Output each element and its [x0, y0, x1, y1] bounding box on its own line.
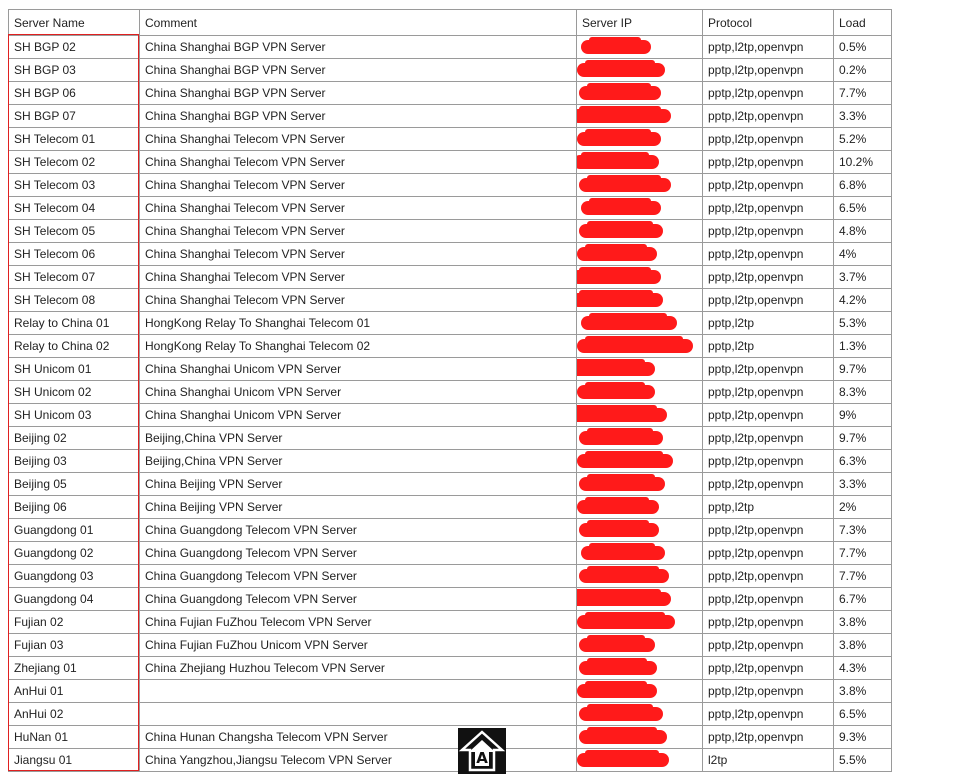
server-ip-cell — [577, 36, 703, 59]
protocol-cell: l2tp — [703, 749, 834, 772]
comment-cell: China Shanghai Unicom VPN Server — [140, 358, 577, 381]
comment-cell: HongKong Relay To Shanghai Telecom 01 — [140, 312, 577, 335]
ip-redaction-mark — [579, 661, 657, 675]
server-ip-cell — [577, 358, 703, 381]
server-name-cell: SH Telecom 02 — [9, 151, 140, 174]
load-cell: 1.3% — [834, 335, 892, 358]
comment-cell: China Shanghai Telecom VPN Server — [140, 128, 577, 151]
server-ip-cell — [577, 542, 703, 565]
comment-cell: China Shanghai BGP VPN Server — [140, 105, 577, 128]
server-name-cell: Relay to China 01 — [9, 312, 140, 335]
protocol-cell: pptp,l2tp,openvpn — [703, 197, 834, 220]
table-row — [9, 335, 892, 358]
ip-redaction-mark — [577, 270, 662, 284]
server-name-cell: SH Unicom 03 — [9, 404, 140, 427]
server-name-cell: SH BGP 02 — [9, 36, 140, 59]
server-name-cell: Fujian 03 — [9, 634, 140, 657]
comment-cell: HongKong Relay To Shanghai Telecom 02 — [140, 335, 577, 358]
table-row — [9, 197, 892, 220]
protocol-cell: pptp,l2tp,openvpn — [703, 473, 834, 496]
server-ip-cell — [577, 749, 703, 772]
load-cell: 6.7% — [834, 588, 892, 611]
protocol-cell: pptp,l2tp,openvpn — [703, 174, 834, 197]
table-row — [9, 404, 892, 427]
watermark-letter: A — [476, 749, 488, 767]
protocol-cell: pptp,l2tp,openvpn — [703, 404, 834, 427]
server-name-cell: Beijing 02 — [9, 427, 140, 450]
server-ip-cell — [577, 197, 703, 220]
comment-cell: China Beijing VPN Server — [140, 496, 577, 519]
server-name-cell: SH Telecom 03 — [9, 174, 140, 197]
ip-redaction-mark — [577, 247, 657, 261]
server-ip-cell — [577, 128, 703, 151]
protocol-cell: pptp,l2tp,openvpn — [703, 128, 834, 151]
table-row — [9, 151, 892, 174]
ip-redaction-mark — [579, 224, 663, 238]
table-row — [9, 59, 892, 82]
comment-cell: China Guangdong Telecom VPN Server — [140, 565, 577, 588]
table-row — [9, 473, 892, 496]
load-cell: 4.8% — [834, 220, 892, 243]
server-ip-cell — [577, 726, 703, 749]
table-row — [9, 36, 892, 59]
comment-cell: China Shanghai Telecom VPN Server — [140, 220, 577, 243]
server-ip-cell — [577, 243, 703, 266]
protocol-cell: pptp,l2tp,openvpn — [703, 266, 834, 289]
comment-cell: China Shanghai Telecom VPN Server — [140, 197, 577, 220]
table-row — [9, 312, 892, 335]
server-name-cell: Fujian 02 — [9, 611, 140, 634]
server-name-cell: Jiangsu 01 — [9, 749, 140, 772]
comment-cell: China Shanghai BGP VPN Server — [140, 82, 577, 105]
header-load: Load — [834, 10, 892, 36]
server-ip-cell — [577, 519, 703, 542]
protocol-cell: pptp,l2tp,openvpn — [703, 151, 834, 174]
server-ip-cell — [577, 496, 703, 519]
load-cell: 2% — [834, 496, 892, 519]
table-row — [9, 220, 892, 243]
ip-redaction-mark — [577, 293, 664, 307]
server-name-cell: SH Telecom 01 — [9, 128, 140, 151]
load-cell: 3.3% — [834, 473, 892, 496]
ip-redaction-mark — [577, 454, 673, 468]
table-row — [9, 611, 892, 634]
protocol-cell: pptp,l2tp,openvpn — [703, 289, 834, 312]
load-cell: 3.8% — [834, 680, 892, 703]
table-row — [9, 450, 892, 473]
load-cell: 6.5% — [834, 703, 892, 726]
ip-redaction-mark — [581, 316, 677, 330]
load-cell: 5.5% — [834, 749, 892, 772]
comment-cell: China Shanghai BGP VPN Server — [140, 59, 577, 82]
ip-redaction-mark — [579, 707, 663, 721]
table-row — [9, 427, 892, 450]
comment-cell: China Shanghai BGP VPN Server — [140, 36, 577, 59]
protocol-cell: pptp,l2tp,openvpn — [703, 657, 834, 680]
protocol-cell: pptp,l2tp — [703, 496, 834, 519]
protocol-cell: pptp,l2tp,openvpn — [703, 542, 834, 565]
server-name-cell: SH BGP 07 — [9, 105, 140, 128]
server-ip-cell — [577, 82, 703, 105]
server-name-cell: AnHui 02 — [9, 703, 140, 726]
table-row — [9, 243, 892, 266]
server-ip-cell — [577, 680, 703, 703]
comment-cell: China Shanghai Unicom VPN Server — [140, 381, 577, 404]
load-cell: 3.8% — [834, 634, 892, 657]
load-cell: 4.2% — [834, 289, 892, 312]
table-row — [9, 542, 892, 565]
load-cell: 6.8% — [834, 174, 892, 197]
header-server-ip: Server IP — [577, 10, 703, 36]
server-ip-cell — [577, 312, 703, 335]
server-ip-cell — [577, 450, 703, 473]
server-ip-cell — [577, 588, 703, 611]
protocol-cell: pptp,l2tp,openvpn — [703, 703, 834, 726]
server-name-cell: SH Telecom 05 — [9, 220, 140, 243]
ip-redaction-mark — [577, 109, 672, 123]
ip-redaction-mark — [579, 730, 667, 744]
load-cell: 3.8% — [834, 611, 892, 634]
table-row — [9, 266, 892, 289]
load-cell: 9.7% — [834, 427, 892, 450]
server-name-cell: AnHui 01 — [9, 680, 140, 703]
server-ip-cell — [577, 151, 703, 174]
table-row — [9, 749, 892, 772]
table-row — [9, 82, 892, 105]
load-cell: 4% — [834, 243, 892, 266]
comment-cell: China Guangdong Telecom VPN Server — [140, 542, 577, 565]
server-name-cell: SH BGP 06 — [9, 82, 140, 105]
server-name-cell: SH Unicom 01 — [9, 358, 140, 381]
ip-redaction-mark — [577, 155, 660, 169]
server-ip-cell — [577, 289, 703, 312]
load-cell: 6.5% — [834, 197, 892, 220]
ip-redaction-mark — [579, 431, 663, 445]
comment-cell — [140, 680, 577, 703]
protocol-cell: pptp,l2tp,openvpn — [703, 358, 834, 381]
ip-redaction-mark — [577, 592, 672, 606]
server-name-cell: SH Telecom 06 — [9, 243, 140, 266]
server-ip-cell — [577, 59, 703, 82]
server-name-cell: Relay to China 02 — [9, 335, 140, 358]
server-ip-cell — [577, 611, 703, 634]
comment-cell: China Yangzhou,Jiangsu Telecom VPN Server — [140, 749, 577, 772]
protocol-cell: pptp,l2tp — [703, 312, 834, 335]
server-table — [8, 9, 892, 772]
ip-redaction-mark — [577, 132, 661, 146]
ip-redaction-mark — [577, 408, 668, 422]
comment-cell: China Shanghai Telecom VPN Server — [140, 151, 577, 174]
table-row — [9, 358, 892, 381]
load-cell: 3.7% — [834, 266, 892, 289]
load-cell: 0.2% — [834, 59, 892, 82]
server-ip-cell — [577, 335, 703, 358]
protocol-cell: pptp,l2tp,openvpn — [703, 450, 834, 473]
server-ip-cell — [577, 266, 703, 289]
server-ip-cell — [577, 404, 703, 427]
server-name-cell: Guangdong 02 — [9, 542, 140, 565]
comment-cell: China Guangdong Telecom VPN Server — [140, 588, 577, 611]
table-row — [9, 105, 892, 128]
table-row — [9, 128, 892, 151]
ip-redaction-mark — [579, 523, 659, 537]
load-cell: 6.3% — [834, 450, 892, 473]
ip-redaction-mark — [581, 40, 651, 54]
ip-redaction-mark — [577, 753, 669, 767]
server-name-cell: Guangdong 04 — [9, 588, 140, 611]
table-header-row — [9, 10, 892, 36]
table-row — [9, 726, 892, 749]
ip-redaction-mark — [577, 684, 657, 698]
protocol-cell: pptp,l2tp,openvpn — [703, 381, 834, 404]
protocol-cell: pptp,l2tp,openvpn — [703, 36, 834, 59]
comment-cell: China Shanghai Telecom VPN Server — [140, 289, 577, 312]
ip-redaction-mark — [579, 477, 665, 491]
protocol-cell: pptp,l2tp,openvpn — [703, 565, 834, 588]
ip-redaction-mark — [579, 86, 661, 100]
table-row — [9, 519, 892, 542]
ip-redaction-mark — [579, 638, 655, 652]
load-cell: 0.5% — [834, 36, 892, 59]
ip-redaction-mark — [579, 178, 671, 192]
server-ip-cell — [577, 220, 703, 243]
a-logo-icon — [458, 728, 506, 774]
comment-cell: China Shanghai Telecom VPN Server — [140, 174, 577, 197]
server-ip-cell — [577, 473, 703, 496]
table-row — [9, 657, 892, 680]
server-name-cell: SH Telecom 04 — [9, 197, 140, 220]
load-cell: 9.7% — [834, 358, 892, 381]
ip-redaction-mark — [581, 201, 661, 215]
load-cell: 10.2% — [834, 151, 892, 174]
load-cell: 9.3% — [834, 726, 892, 749]
table-row — [9, 680, 892, 703]
server-name-cell: Beijing 03 — [9, 450, 140, 473]
load-cell: 7.7% — [834, 565, 892, 588]
protocol-cell: pptp,l2tp,openvpn — [703, 82, 834, 105]
server-name-cell: Beijing 06 — [9, 496, 140, 519]
load-cell: 3.3% — [834, 105, 892, 128]
protocol-cell: pptp,l2tp,openvpn — [703, 634, 834, 657]
load-cell: 7.7% — [834, 542, 892, 565]
ip-redaction-mark — [581, 546, 665, 560]
server-name-cell: SH BGP 03 — [9, 59, 140, 82]
ip-redaction-mark — [579, 569, 669, 583]
server-name-cell: Zhejiang 01 — [9, 657, 140, 680]
table-row — [9, 703, 892, 726]
ip-redaction-mark — [577, 385, 655, 399]
protocol-cell: pptp,l2tp,openvpn — [703, 588, 834, 611]
protocol-cell: pptp,l2tp,openvpn — [703, 243, 834, 266]
server-name-cell: SH Unicom 02 — [9, 381, 140, 404]
load-cell: 5.2% — [834, 128, 892, 151]
load-cell: 8.3% — [834, 381, 892, 404]
ip-redaction-mark — [577, 615, 675, 629]
comment-cell: China Fujian FuZhou Unicom VPN Server — [140, 634, 577, 657]
header-comment: Comment — [140, 10, 577, 36]
ip-redaction-mark — [577, 362, 656, 376]
comment-cell: China Shanghai Telecom VPN Server — [140, 266, 577, 289]
server-ip-cell — [577, 381, 703, 404]
server-ip-cell — [577, 634, 703, 657]
table-row — [9, 289, 892, 312]
load-cell: 4.3% — [834, 657, 892, 680]
table-row — [9, 381, 892, 404]
ip-redaction-mark — [577, 500, 659, 514]
table-row — [9, 634, 892, 657]
server-name-cell: SH Telecom 08 — [9, 289, 140, 312]
ip-redaction-mark — [577, 63, 665, 77]
table-row — [9, 565, 892, 588]
server-name-cell: SH Telecom 07 — [9, 266, 140, 289]
server-list — [8, 9, 891, 772]
table-row — [9, 496, 892, 519]
protocol-cell: pptp,l2tp,openvpn — [703, 105, 834, 128]
server-name-cell: Guangdong 03 — [9, 565, 140, 588]
load-cell: 9% — [834, 404, 892, 427]
server-name-cell: Guangdong 01 — [9, 519, 140, 542]
server-ip-cell — [577, 657, 703, 680]
protocol-cell: pptp,l2tp,openvpn — [703, 726, 834, 749]
load-cell: 5.3% — [834, 312, 892, 335]
comment-cell: China Zhejiang Huzhou Telecom VPN Server — [140, 657, 577, 680]
load-cell: 7.3% — [834, 519, 892, 542]
server-name-cell: HuNan 01 — [9, 726, 140, 749]
server-ip-cell — [577, 427, 703, 450]
comment-cell — [140, 703, 577, 726]
header-server-name: Server Name — [9, 10, 140, 36]
table-row — [9, 588, 892, 611]
watermark-logo — [458, 728, 506, 774]
server-ip-cell — [577, 105, 703, 128]
server-name-cell: Beijing 05 — [9, 473, 140, 496]
comment-cell: China Fujian FuZhou Telecom VPN Server — [140, 611, 577, 634]
protocol-cell: pptp,l2tp,openvpn — [703, 220, 834, 243]
comment-cell: China Shanghai Unicom VPN Server — [140, 404, 577, 427]
protocol-cell: pptp,l2tp,openvpn — [703, 519, 834, 542]
comment-cell: Beijing,China VPN Server — [140, 427, 577, 450]
table-row — [9, 174, 892, 197]
comment-cell: Beijing,China VPN Server — [140, 450, 577, 473]
protocol-cell: pptp,l2tp,openvpn — [703, 59, 834, 82]
server-ip-cell — [577, 565, 703, 588]
comment-cell: China Hunan Changsha Telecom VPN Server — [140, 726, 577, 749]
server-ip-cell — [577, 703, 703, 726]
comment-cell: China Shanghai Telecom VPN Server — [140, 243, 577, 266]
ip-redaction-mark — [577, 339, 693, 353]
protocol-cell: pptp,l2tp,openvpn — [703, 611, 834, 634]
server-ip-cell — [577, 174, 703, 197]
protocol-cell: pptp,l2tp,openvpn — [703, 427, 834, 450]
load-cell: 7.7% — [834, 82, 892, 105]
comment-cell: China Guangdong Telecom VPN Server — [140, 519, 577, 542]
comment-cell: China Beijing VPN Server — [140, 473, 577, 496]
header-protocol: Protocol — [703, 10, 834, 36]
protocol-cell: pptp,l2tp,openvpn — [703, 680, 834, 703]
protocol-cell: pptp,l2tp — [703, 335, 834, 358]
